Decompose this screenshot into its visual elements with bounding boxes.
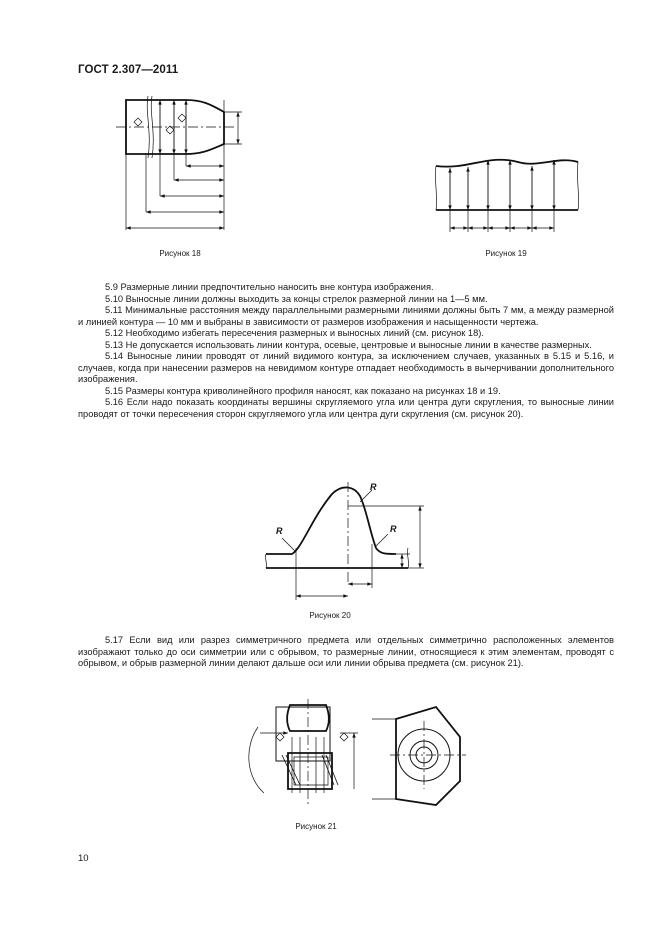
figure-18-drawing	[112, 92, 252, 242]
paragraph-5-11: 5.11 Минимальные расстояния между параллельными размерными линиями должны быть 7 мм, а между размерной и линией контура — 10 мм и выбраны в зависимости от размеров изображения и насыщенности чертежа.	[78, 305, 614, 327]
paragraph-5-9: 5.9 Размерные линии предпочтительно наносить вне контура изображения.	[105, 282, 434, 292]
page-number: 10	[78, 853, 89, 864]
figure-20-radius-label-left: R	[276, 526, 283, 536]
paragraph-5-12: 5.12 Необходимо избегать пересечения размерных и выносных линий (см. рисунок 18).	[105, 328, 484, 339]
figure-18-caption: Рисунок 18	[159, 249, 201, 258]
paragraph-5-15: 5.15 Размеры контура криволинейного профиля наносят, как показано на рисунках 18 и 19.	[105, 385, 501, 396]
figure-20-radius-label-right: R	[390, 524, 397, 534]
figure-20-caption: Рисунок 20	[309, 611, 351, 620]
figure-20-radius-label-top: R	[370, 482, 377, 492]
paragraph-5-13: 5.13 Не допускается использовать линии контура, осевые, центровые и выносные линии в качестве размерных.	[105, 339, 592, 350]
text-paragraphs-5-9-to-5-16	[78, 282, 614, 421]
paragraph-5-16: 5.16 Если надо показать координаты вершины скругляемого угла или центра дуги скругления, то выносные линии проводят от точки пересечения сторон скругляемого угла или центра дуги скругления (см. рисунок 20).	[78, 397, 614, 420]
paragraph-5-14: 5.14 Выносные линии проводят от линий видимого контура, за исключением случаев, указанных в 5.15 и 5.16, и случаев, когда при нанесении размеров на невидимом контуре отпадает необходимость в вычерчивании дополнительного изображения.	[78, 351, 614, 385]
figure-21-drawing	[236, 697, 476, 813]
paragraph-5-17: 5.17 Если вид или разрез симметричного предмета или отдельных симметрично расположенных элементов изображают только до оси симметрии или с обрывом, то размерные линии, относящиеся к этим элементам, проводят с обрывом, и обрыв размерной линии делают дальше оси или линии обрыва предмета (см. рисунок 21).	[78, 635, 614, 669]
figure-21-caption: Рисунок 21	[295, 822, 337, 831]
document-header: ГОСТ 2.307—2011	[78, 64, 179, 76]
paragraph-5-10: 5.10 Выносные линии должны выходить за концы стрелок размерной линии на 1—5 мм.	[105, 293, 488, 304]
figure-20-drawing	[262, 478, 432, 604]
text-paragraph-5-17	[78, 635, 614, 670]
figure-19-drawing	[428, 152, 588, 238]
figure-19-caption: Рисунок 19	[485, 249, 527, 258]
